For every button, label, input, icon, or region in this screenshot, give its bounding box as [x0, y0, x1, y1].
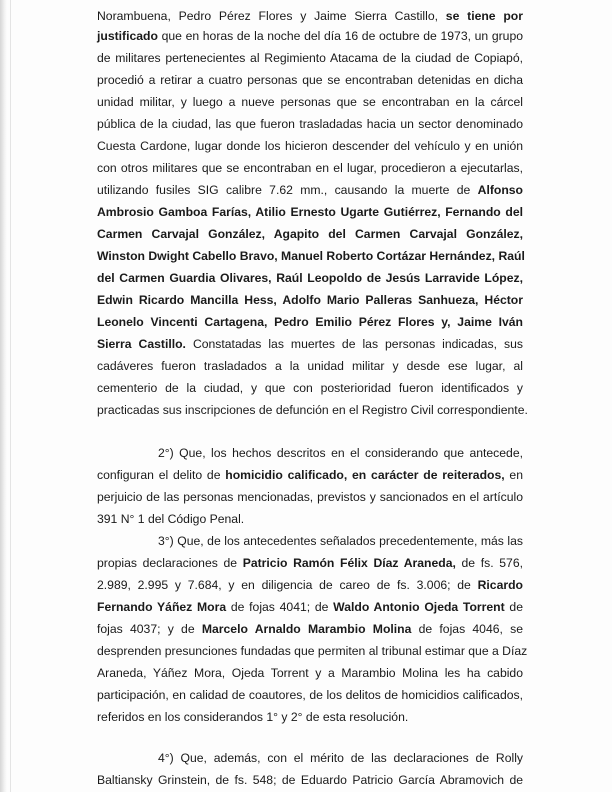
scan-fold-line — [10, 0, 11, 792]
text-line — [97, 160, 523, 176]
text-segment: Baltiansky Grinstein, de fs. 548; de Eduardo Patricio García Abramovich de — [97, 773, 523, 787]
text-line — [97, 116, 523, 132]
text-line — [97, 489, 523, 505]
text-line — [97, 292, 523, 308]
text-line — [97, 314, 523, 330]
bold-text-segment: se tiene por — [445, 9, 523, 23]
text-line — [97, 226, 523, 242]
text-segment: participación, en calidad de coautores, de los delitos de homicidios calificados, — [97, 688, 523, 702]
text-line — [97, 467, 523, 483]
text-segment: 4°) Que, además, con el mérito de las declaraciones de Rolly — [158, 751, 523, 765]
text-line — [158, 750, 523, 766]
bold-text-segment: Leonelo Vincenti Cartagena, Pedro Emilio Pérez Flores y, Jaime Iván — [97, 315, 523, 329]
text-line — [97, 8, 523, 24]
text-segment: perjuicio de las personas mencionadas, previstos y sancionados en el artículo — [97, 490, 523, 504]
bold-text-segment: Sierra Castillo. — [97, 337, 186, 351]
bold-text-segment: homicidio calificado, en carácter de reiterados, — [225, 468, 505, 482]
text-line — [97, 50, 523, 66]
bold-text-segment: justificado — [97, 29, 158, 43]
text-line — [97, 599, 523, 615]
text-segment: Araneda, Yáñez Mora, Ojeda Torrent y a Marambio Molina les ha cabido — [97, 666, 523, 680]
text-line — [97, 270, 523, 286]
text-segment: 3°) Que, de los antecedentes señalados precedentemente, más las — [158, 534, 523, 548]
text-segment: procedió a retirar a cuatro personas que se encontraban detenidas en dicha — [97, 73, 523, 87]
text-line — [97, 555, 523, 571]
bold-text-segment: Fernando Yáñez Mora — [97, 600, 227, 614]
bold-text-segment: Ambrosio Gamboa Farías, Atilio Ernesto Ugarte Gutiérrez, Fernando del — [97, 205, 523, 219]
bold-text-segment: Patricio Ramón Félix Díaz Araneda, — [242, 556, 456, 570]
text-segment: cementerio de la ciudad, y que con posterioridad fueron identificados y — [97, 381, 523, 395]
bold-text-segment: Carmen Carvajal González, Agapito del Carmen Carvajal González, — [97, 227, 523, 241]
text-line — [97, 643, 528, 659]
text-segment: de militares pertenecientes al Regimiento Atacama de la ciudad de Copiapó, — [97, 51, 523, 65]
text-segment: referidos en los considerandos 1° y 2° de esta resolución. — [97, 710, 409, 724]
text-line — [97, 772, 523, 788]
text-line — [97, 577, 523, 593]
text-line — [97, 687, 523, 703]
text-segment: de fojas 4041; de — [226, 600, 334, 614]
text-line — [97, 665, 523, 681]
text-segment: de fojas 4046, se — [411, 622, 524, 636]
bold-text-segment: Waldo Antonio Ojeda Torrent — [333, 600, 505, 614]
text-segment: cadáveres fueron trasladados a la unidad militar y desde ese lugar, al — [97, 359, 523, 373]
text-line — [97, 358, 523, 374]
text-segment: unidad militar, y luego a nueve personas que se encontraban en la cárcel — [97, 95, 523, 109]
text-line — [97, 182, 523, 198]
text-segment: pública de la ciudad, las que fueron trasladadas hacia un sector denominado — [97, 117, 523, 131]
text-segment: Norambuena, Pedro Pérez Flores y Jaime Sierra Castillo, — [97, 9, 446, 23]
text-segment: configuran el delito de — [97, 468, 226, 482]
text-line — [97, 138, 523, 154]
text-segment: 2.989, 2.995 y 7.684, y en diligencia de careo de fs. 3.006; de — [97, 578, 478, 592]
scan-edge-shadow — [0, 0, 7, 792]
text-line — [97, 380, 523, 396]
bold-text-segment: Ricardo — [477, 578, 523, 592]
bold-text-segment: Alfonso — [477, 183, 523, 197]
text-segment: desprenden presunciones fundadas que permiten al tribunal estimar que a Díaz — [97, 644, 528, 658]
text-segment: Cuesta Cardone, lugar donde los hicieron descender del vehículo y en unión — [97, 139, 523, 153]
text-segment: que en horas de la noche del día 16 de octubre de 1973, un grupo — [157, 29, 523, 43]
text-line — [158, 445, 523, 461]
text-line — [97, 621, 523, 637]
text-line — [97, 709, 523, 725]
text-segment: utilizando fusiles SIG calibre 7.62 mm., causando la muerte de — [97, 183, 478, 197]
bold-text-segment: Edwin Ricardo Mancilla Hess, Adolfo Mario Palleras Sanhueza, Héctor — [97, 293, 523, 307]
text-segment: Constatadas las muertes de las personas indicadas, sus — [185, 337, 523, 351]
text-segment: con otros militares que se encontraban en el lugar, procedieron a ejecutarlas, — [97, 161, 523, 175]
text-segment: 391 N° 1 del Código Penal. — [97, 512, 245, 526]
text-line — [97, 336, 523, 352]
text-line — [97, 204, 523, 220]
text-line — [97, 511, 523, 527]
bold-text-segment: del Carmen Guardia Olivares, Raúl Leopoldo de Jesús Larravide López, — [97, 271, 523, 285]
text-segment: de — [504, 600, 523, 614]
text-segment: 2°) Que, los hechos descritos en el considerando que antecede, — [158, 446, 523, 460]
text-segment: fojas 4037; y de — [97, 622, 202, 636]
text-segment: en — [504, 468, 523, 482]
text-line — [97, 28, 523, 44]
text-segment: propias declaraciones de — [97, 556, 243, 570]
bold-text-segment: Marcelo Arnaldo Marambio Molina — [201, 622, 412, 636]
text-line — [97, 72, 523, 88]
text-line — [97, 94, 523, 110]
text-line — [158, 533, 523, 549]
bold-text-segment: Winston Dwight Cabello Bravo, Manuel Roberto Cortázar Hernández, Raúl — [97, 249, 525, 263]
text-segment: practicadas sus inscripciones de defunción en el Registro Civil correspondiente. — [97, 403, 528, 417]
text-line — [97, 248, 523, 264]
text-line — [97, 402, 528, 418]
text-segment: de fs. 576, — [455, 556, 523, 570]
